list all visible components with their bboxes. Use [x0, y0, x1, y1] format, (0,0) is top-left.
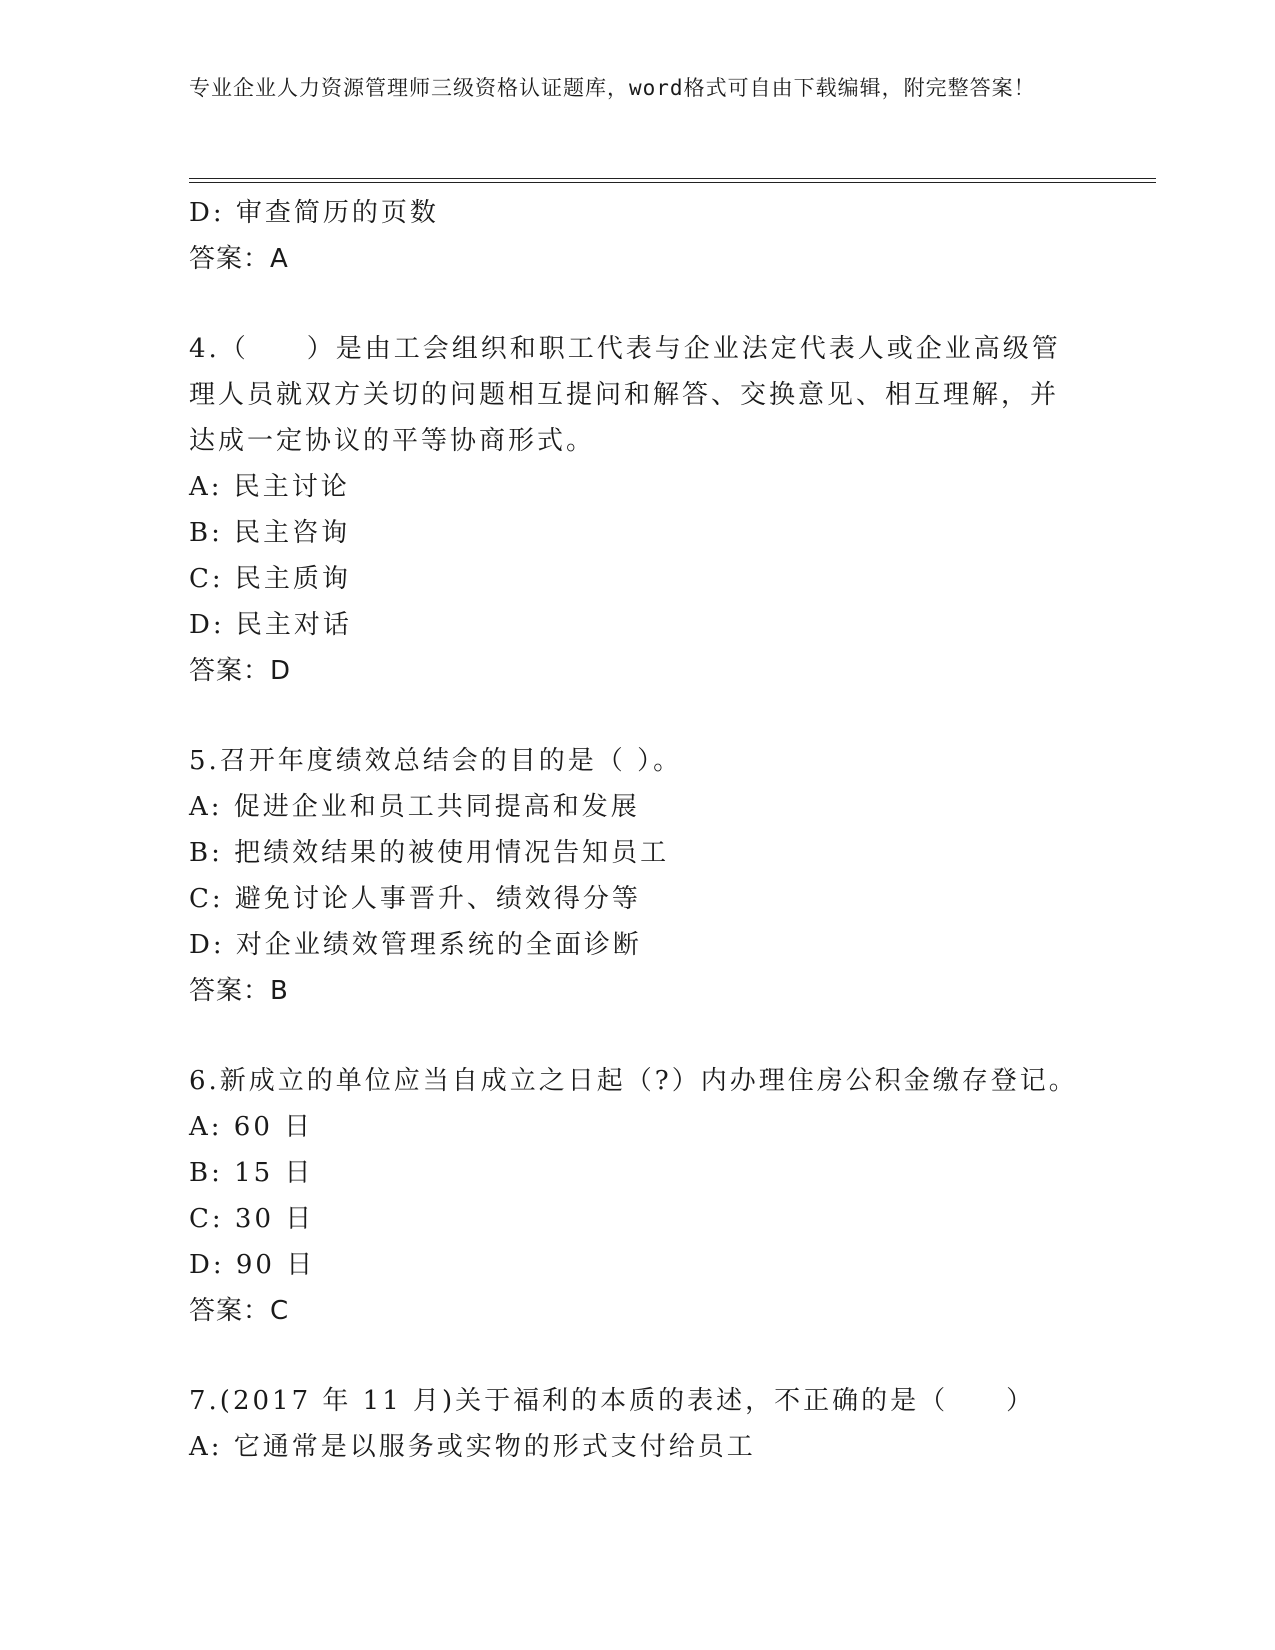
question-stem-line: 5.召开年度绩效总结会的目的是（ ）。 [189, 746, 683, 776]
document-header [189, 72, 1089, 104]
option-a: A: 促进企业和员工共同提高和发展 [189, 792, 640, 822]
answer: 答案：B [189, 976, 289, 1006]
option-c: C: 避免讨论人事晋升、绩效得分等 [189, 884, 641, 914]
question-7 [189, 1378, 1089, 1470]
question-5 [189, 738, 1089, 1014]
question-stem-line: 7.(2017 年 11 月)关于福利的本质的表述，不正确的是（ ） [189, 1386, 1036, 1416]
question-stem-line: 6.新成立的单位应当自成立之日起（?）内办理住房公积金缴存登记。 [189, 1066, 1078, 1096]
option-a: A: 民主讨论 [189, 472, 350, 502]
question-6 [189, 1058, 1089, 1334]
answer: 答案：C [189, 1296, 290, 1326]
header-text: 专业企业人力资源管理师三级资格认证题库，word格式可自由下载编辑，附完整答案！ [189, 76, 1036, 100]
option-b: B: 把绩效结果的被使用情况告知员工 [189, 838, 670, 868]
question-content [189, 190, 1089, 1470]
option-b: B: 15 日 [189, 1158, 314, 1188]
question-4 [189, 326, 1089, 694]
option-a: A: 它通常是以服务或实物的形式支付给员工 [189, 1432, 756, 1462]
option-d: D: 90 日 [189, 1250, 316, 1280]
option-a: A: 60 日 [189, 1112, 314, 1142]
question-stem-line: 4.（ ）是由工会组织和职工代表与企业法定代表人或企业高级管 [189, 334, 1061, 364]
option-d: D: 对企业绩效管理系统的全面诊断 [189, 930, 642, 960]
option-d-previous: D: 审查简历的页数 [189, 198, 439, 228]
option-c: C: 30 日 [189, 1204, 315, 1234]
option-b: B: 民主咨询 [189, 518, 351, 548]
option-c: C: 民主质询 [189, 564, 351, 594]
header-divider [189, 178, 1156, 183]
question-stem-line: 达成一定协议的平等协商形式。 [189, 426, 596, 456]
answer: 答案：D [189, 656, 292, 686]
answer-previous: 答案：A [189, 244, 289, 274]
option-d: D: 民主对话 [189, 610, 352, 640]
question-stem-line: 理人员就双方关切的问题相互提问和解答、交换意见、相互理解，并 [189, 380, 1060, 410]
